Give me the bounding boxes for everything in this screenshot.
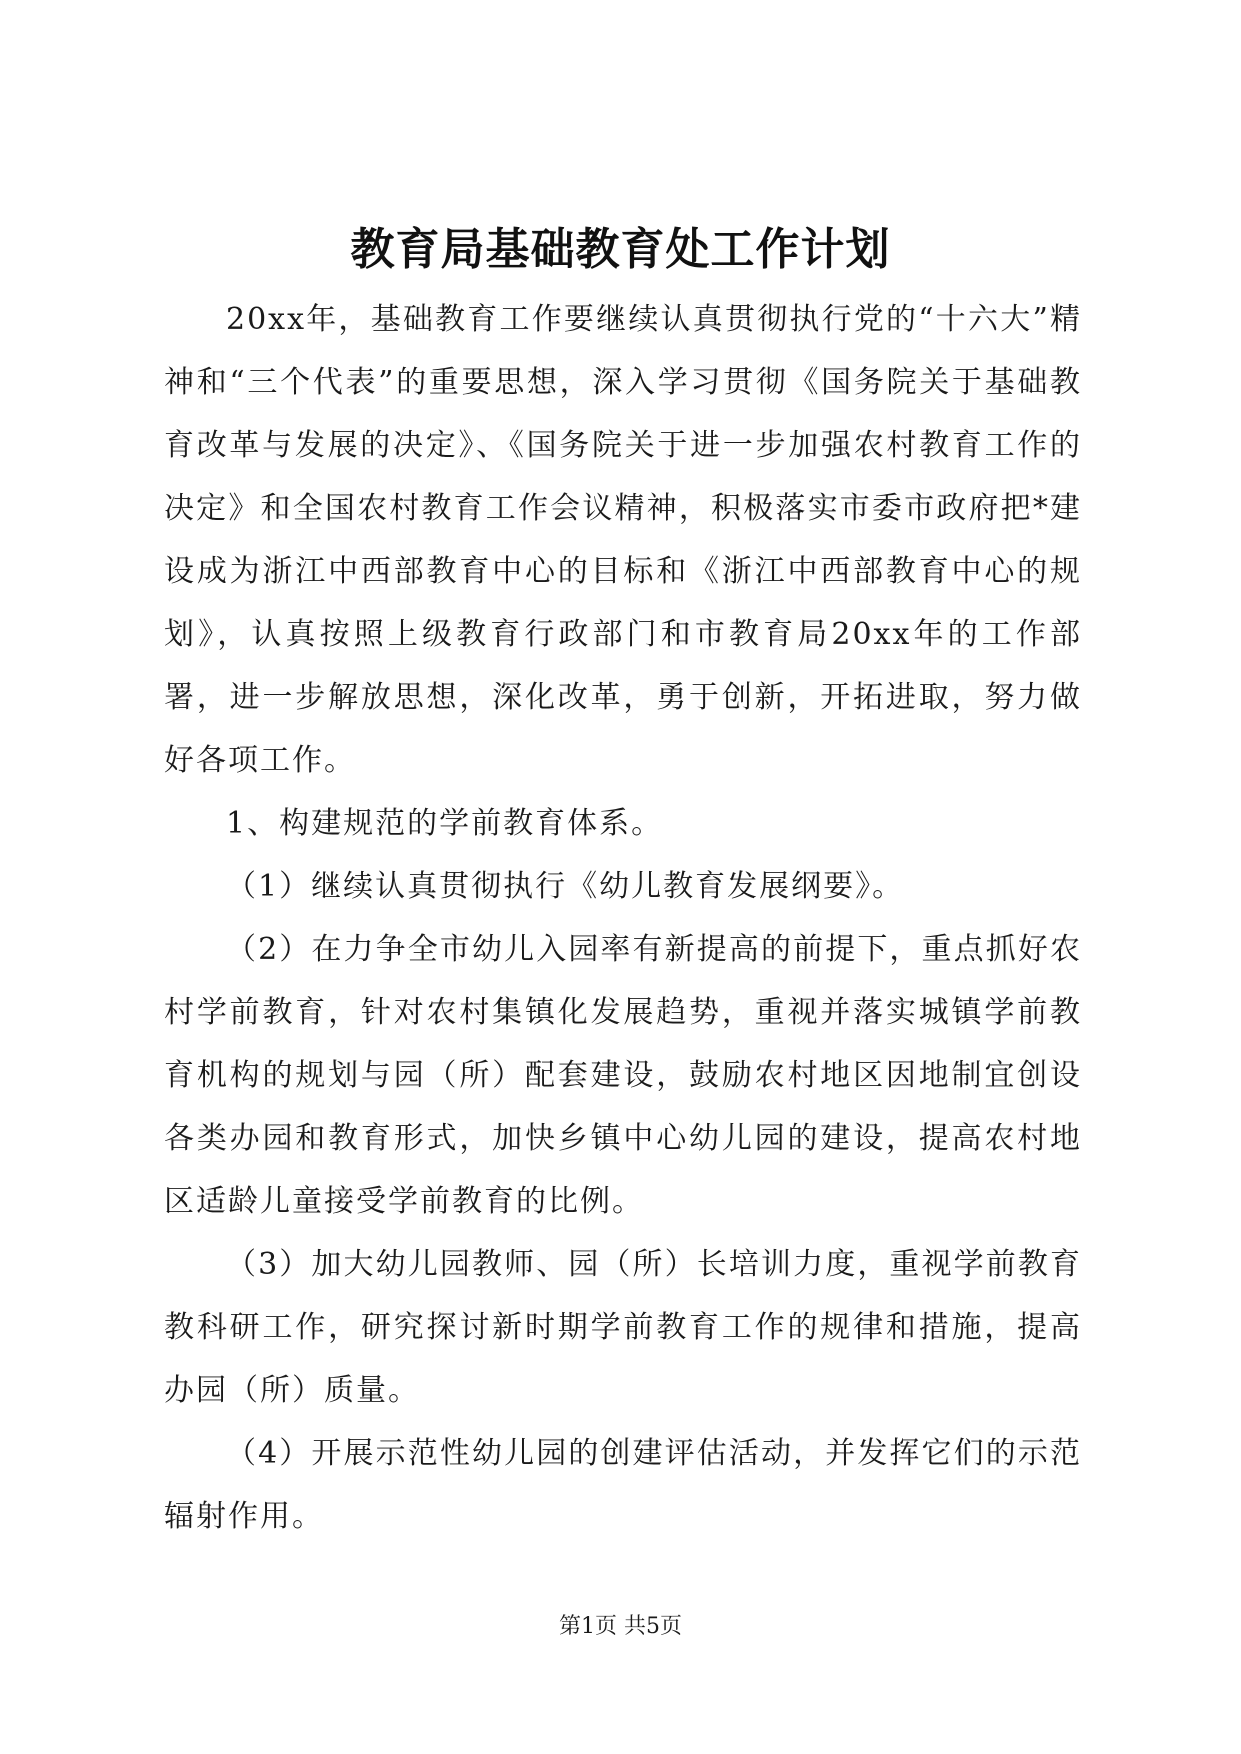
document-title: 教育局基础教育处工作计划 bbox=[350, 224, 891, 275]
list-item-1: （1）继续认真贯彻执行《幼儿教育发展纲要》。 bbox=[226, 869, 905, 904]
page-footer: 第1页 共5页 bbox=[559, 1614, 682, 1639]
list-item-3: （3）加大幼儿园教师、园（所）长培训力度，重视学前教育教科研工作，研究探讨新时期学前教育工作的规律和措施，提高办园（所）质量。 bbox=[164, 1247, 1082, 1408]
section-heading-1: 1、构建规范的学前教育体系。 bbox=[226, 806, 664, 841]
list-item-2: （2）在力争全市幼儿入园率有新提高的前提下，重点抓好农村学前教育，针对农村集镇化发展趋势，重视并落实城镇学前教育机构的规划与园（所）配套建设，鼓励农村地区因地制宜创设各类办园和教育形式，加快乡镇中心幼儿园的建设，提高农村地区适龄儿童接受学前教育的比例。 bbox=[164, 932, 1082, 1219]
list-item-4: （4）开展示范性幼儿园的创建评估活动，并发挥它们的示范辐射作用。 bbox=[164, 1436, 1082, 1534]
paragraph-intro: 20xx年，基础教育工作要继续认真贯彻执行党的“十六大”精神和“三个代表”的重要思想，深入学习贯彻《国务院关于基础教育改革与发展的决定》、《国务院关于进一步加强农村教育工作的决定》和全国农村教育工作会议精神，积极落实市委市政府把*建设成为浙江中西部教育中心的目标和《浙江中西部教育中心的规划》，认真按照上级教育行政部门和市教育局20xx年的工作部署，进一步解放思想，深化改革，勇于创新，开拓进取，努力做好各项工作。 bbox=[164, 302, 1082, 778]
document-body bbox=[164, 288, 1082, 1548]
